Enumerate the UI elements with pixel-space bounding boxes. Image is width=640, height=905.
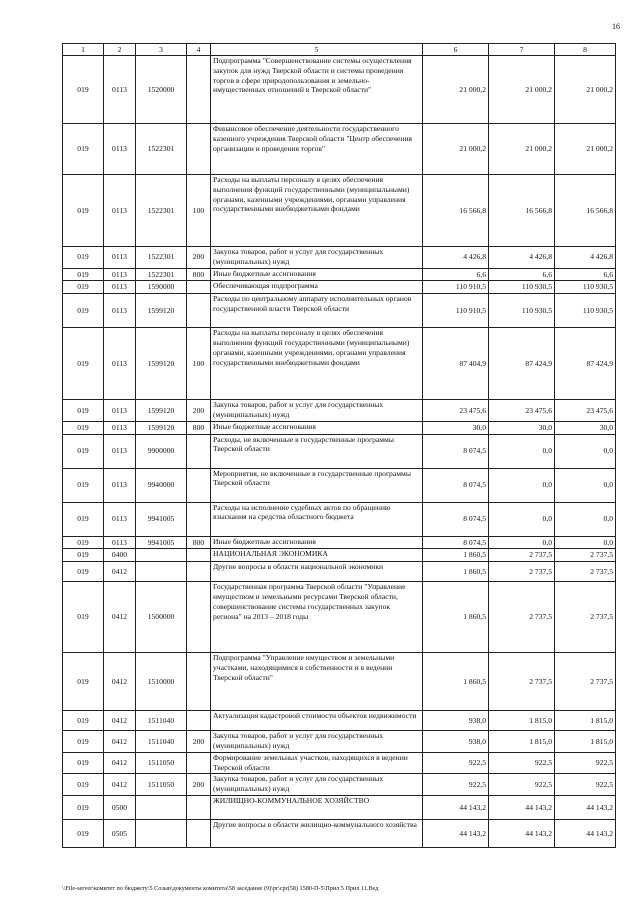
expense-type-cell: [187, 819, 211, 847]
amount-cell: 4 426,8: [555, 247, 616, 269]
expense-type-cell: [187, 653, 211, 711]
table-row: [63, 400, 616, 422]
description-cell: Обеспечивающая подпрограмма: [211, 281, 423, 294]
section-cell: 0505: [104, 819, 136, 847]
amount-cell: 1 815,0: [555, 731, 616, 753]
target-item-cell: [136, 819, 187, 847]
amount-cell: 16 566,8: [555, 175, 616, 247]
table-row: [63, 774, 616, 796]
amount-cell: 23 475,6: [489, 400, 555, 422]
amount-cell: 922,5: [423, 752, 489, 774]
code-admin-cell: 019: [63, 247, 104, 269]
amount-cell: 2 737,5: [555, 582, 616, 653]
amount-cell: 922,5: [489, 774, 555, 796]
target-item-cell: 1522301: [136, 124, 187, 175]
amount-cell: 1 815,0: [555, 711, 616, 731]
description-cell: Расходы на исполнение судебных актов по обращению взыскания на средства областного бюджета: [211, 502, 423, 536]
section-cell: 0412: [104, 774, 136, 796]
code-admin-cell: 019: [63, 468, 104, 502]
section-cell: 0113: [104, 468, 136, 502]
code-admin-cell: 019: [63, 774, 104, 796]
amount-cell: 922,5: [555, 752, 616, 774]
table-row: [63, 653, 616, 711]
section-cell: 0113: [104, 294, 136, 328]
expense-type-cell: [187, 56, 211, 124]
code-admin-cell: 019: [63, 56, 104, 124]
amount-cell: 0,0: [555, 536, 616, 549]
section-cell: 0412: [104, 582, 136, 653]
amount-cell: 2 737,5: [555, 562, 616, 582]
amount-cell: 110 910,5: [423, 281, 489, 294]
target-item-cell: [136, 795, 187, 819]
expense-type-cell: [187, 124, 211, 175]
target-item-cell: 9940000: [136, 468, 187, 502]
target-item-cell: 1599120: [136, 421, 187, 434]
table-row: [63, 752, 616, 774]
page-number: 16: [612, 22, 620, 31]
header-cell: 5: [211, 44, 423, 56]
description-cell: Закупка товаров, работ и услуг для государственных (муниципальных) нужд: [211, 774, 423, 796]
amount-cell: 2 737,5: [489, 653, 555, 711]
amount-cell: 8 074,5: [423, 468, 489, 502]
amount-cell: 44 143,2: [423, 795, 489, 819]
code-admin-cell: 019: [63, 281, 104, 294]
section-cell: 0412: [104, 653, 136, 711]
description-cell: Актуализация кадастровой стоимости объектов недвижимости: [211, 711, 423, 731]
amount-cell: 2 737,5: [489, 582, 555, 653]
code-admin-cell: 019: [63, 795, 104, 819]
code-admin-cell: 019: [63, 711, 104, 731]
table-row: [63, 711, 616, 731]
section-cell: 0113: [104, 124, 136, 175]
amount-cell: 21 000,2: [489, 124, 555, 175]
table-row: [63, 421, 616, 434]
table-row: [63, 819, 616, 847]
section-cell: 0113: [104, 421, 136, 434]
target-item-cell: [136, 562, 187, 582]
amount-cell: 938,0: [423, 711, 489, 731]
expense-type-cell: [187, 582, 211, 653]
budget-table: [62, 43, 616, 848]
amount-cell: 2 737,5: [489, 549, 555, 562]
description-cell: НАЦИОНАЛЬНАЯ ЭКОНОМИКА: [211, 549, 423, 562]
amount-cell: 938,0: [423, 731, 489, 753]
amount-cell: 2 737,5: [555, 653, 616, 711]
section-cell: 0113: [104, 328, 136, 400]
amount-cell: 0,0: [555, 502, 616, 536]
code-admin-cell: 019: [63, 752, 104, 774]
expense-type-cell: [187, 502, 211, 536]
amount-cell: 21 000,2: [555, 56, 616, 124]
table-row: [63, 281, 616, 294]
table-row: [63, 731, 616, 753]
description-cell: Другие вопросы в области национальной экономики: [211, 562, 423, 582]
amount-cell: 922,5: [423, 774, 489, 796]
table-row: [63, 502, 616, 536]
amount-cell: 922,5: [555, 774, 616, 796]
amount-cell: 16 566,8: [489, 175, 555, 247]
code-admin-cell: 019: [63, 400, 104, 422]
table-row: [63, 562, 616, 582]
amount-cell: 87 424,9: [489, 328, 555, 400]
amount-cell: 8 074,5: [423, 502, 489, 536]
section-cell: 0113: [104, 400, 136, 422]
amount-cell: 21 000,2: [423, 56, 489, 124]
header-cell: 2: [104, 44, 136, 56]
amount-cell: 44 143,2: [555, 819, 616, 847]
section-cell: 0412: [104, 562, 136, 582]
table-row: [63, 582, 616, 653]
expense-type-cell: 200: [187, 400, 211, 422]
description-cell: Иные бюджетные ассигнования: [211, 268, 423, 281]
amount-cell: 6,6: [489, 268, 555, 281]
section-cell: 0113: [104, 536, 136, 549]
description-cell: Мероприятия, не включенные в государственные программы Тверской области: [211, 468, 423, 502]
description-cell: Формирование земельных участков, находящихся в ведении Тверской области: [211, 752, 423, 774]
section-cell: 0412: [104, 752, 136, 774]
code-admin-cell: 019: [63, 731, 104, 753]
section-cell: 0113: [104, 175, 136, 247]
amount-cell: 110 910,5: [423, 294, 489, 328]
expense-type-cell: 800: [187, 421, 211, 434]
target-item-cell: 1522301: [136, 268, 187, 281]
header-cell: 7: [489, 44, 555, 56]
expense-type-cell: [187, 468, 211, 502]
code-admin-cell: 019: [63, 549, 104, 562]
description-cell: Подпрограмма "Совершенствование системы осуществления закупок для нужд Тверской области и системы проведения торгов в сфере природопользования и земельно-имущественных отношений в Тверской области": [211, 56, 423, 124]
header-cell: 8: [555, 44, 616, 56]
expense-type-cell: 100: [187, 175, 211, 247]
expense-type-cell: [187, 294, 211, 328]
amount-cell: 0,0: [555, 434, 616, 468]
code-admin-cell: 019: [63, 124, 104, 175]
description-cell: Иные бюджетные ассигнования: [211, 536, 423, 549]
amount-cell: 21 000,2: [423, 124, 489, 175]
amount-cell: 0,0: [489, 536, 555, 549]
header-cell: 6: [423, 44, 489, 56]
expense-type-cell: [187, 711, 211, 731]
amount-cell: 6,6: [423, 268, 489, 281]
expense-type-cell: 200: [187, 731, 211, 753]
code-admin-cell: 019: [63, 268, 104, 281]
target-item-cell: 1510000: [136, 653, 187, 711]
table-row: [63, 434, 616, 468]
amount-cell: 110 930,5: [489, 281, 555, 294]
table-row: [63, 124, 616, 175]
expense-type-cell: [187, 562, 211, 582]
table-row: [63, 536, 616, 549]
code-admin-cell: 019: [63, 175, 104, 247]
code-admin-cell: 019: [63, 582, 104, 653]
amount-cell: 44 143,2: [489, 819, 555, 847]
section-cell: 0500: [104, 795, 136, 819]
target-item-cell: 1511040: [136, 731, 187, 753]
description-cell: Государственная программа Тверской области "Управление имуществом и земельными ресурсами Тверской области, совершенствование системы государственных закупок региона" на 2013 – 2018 годы: [211, 582, 423, 653]
code-admin-cell: 019: [63, 421, 104, 434]
target-item-cell: 1590000: [136, 281, 187, 294]
amount-cell: 0,0: [555, 468, 616, 502]
section-cell: 0113: [104, 502, 136, 536]
expense-type-cell: 800: [187, 536, 211, 549]
amount-cell: 110 930,5: [555, 294, 616, 328]
description-cell: Подпрограмма "Управление имуществом и земельными участками, находящимися в собственности и в ведении Тверской области": [211, 653, 423, 711]
header-cell: 3: [136, 44, 187, 56]
target-item-cell: 1511040: [136, 711, 187, 731]
amount-cell: 0,0: [489, 502, 555, 536]
table-row: [63, 294, 616, 328]
table-row: [63, 175, 616, 247]
amount-cell: 0,0: [489, 468, 555, 502]
amount-cell: 1 815,0: [489, 731, 555, 753]
amount-cell: 16 566,8: [423, 175, 489, 247]
amount-cell: 2 737,5: [555, 549, 616, 562]
code-admin-cell: 019: [63, 294, 104, 328]
description-cell: ЖИЛИЩНО-КОММУНАЛЬНОЕ ХОЗЯЙСТВО: [211, 795, 423, 819]
expense-type-cell: 200: [187, 247, 211, 269]
amount-cell: 44 143,2: [489, 795, 555, 819]
header-row: [63, 44, 616, 56]
code-admin-cell: 019: [63, 562, 104, 582]
section-cell: 0113: [104, 268, 136, 281]
amount-cell: 110 930,5: [555, 281, 616, 294]
section-cell: 0412: [104, 711, 136, 731]
target-item-cell: 1522301: [136, 175, 187, 247]
table-row: [63, 795, 616, 819]
expense-type-cell: [187, 434, 211, 468]
description-cell: Закупка товаров, работ и услуг для государственных (муниципальных) нужд: [211, 400, 423, 422]
table-row: [63, 328, 616, 400]
section-cell: 0113: [104, 56, 136, 124]
amount-cell: 922,5: [489, 752, 555, 774]
target-item-cell: 9941005: [136, 536, 187, 549]
description-cell: Расходы, не включенные в государственные программы Тверской области: [211, 434, 423, 468]
description-cell: Расходы на выплаты персоналу в целях обеспечения выполнения функций государственными (муниципальными) органами, казенными учреждениями, органами управления государственными внебюджетными фондами: [211, 328, 423, 400]
target-item-cell: 1599120: [136, 294, 187, 328]
file-path-footer: \\File-server\комитет по бюджету\5 Созыв\документы комитета\58 заседание (9)\pr\cpr(58) 1580-П-5\Прил 5 Прил 11.Вед: [62, 885, 379, 892]
expense-type-cell: 100: [187, 328, 211, 400]
target-item-cell: [136, 549, 187, 562]
amount-cell: 2 737,5: [489, 562, 555, 582]
target-item-cell: 1522301: [136, 247, 187, 269]
amount-cell: 8 074,5: [423, 434, 489, 468]
section-cell: 0113: [104, 247, 136, 269]
amount-cell: 30,0: [489, 421, 555, 434]
amount-cell: 1 815,0: [489, 711, 555, 731]
amount-cell: 1 860,5: [423, 562, 489, 582]
amount-cell: 21 000,2: [489, 56, 555, 124]
section-cell: 0113: [104, 434, 136, 468]
target-item-cell: 1500000: [136, 582, 187, 653]
amount-cell: 4 426,8: [423, 247, 489, 269]
expense-type-cell: [187, 795, 211, 819]
amount-cell: 110 930,5: [489, 294, 555, 328]
code-admin-cell: 019: [63, 819, 104, 847]
table-row: [63, 468, 616, 502]
expense-type-cell: [187, 752, 211, 774]
description-cell: Финансовое обеспечение деятельности государственного казенного учреждения Тверской области "Центр обеспечения организации и проведения торгов": [211, 124, 423, 175]
code-admin-cell: 019: [63, 502, 104, 536]
table-row: [63, 268, 616, 281]
target-item-cell: 9900000: [136, 434, 187, 468]
description-cell: Расходы на выплаты персоналу в целях обеспечения выполнения функций государственными (муниципальными) органами, казенными учреждениями, органами управления государственными внебюджетными фондами: [211, 175, 423, 247]
amount-cell: 23 475,6: [555, 400, 616, 422]
amount-cell: 1 860,5: [423, 653, 489, 711]
expense-type-cell: [187, 281, 211, 294]
target-item-cell: 1511050: [136, 752, 187, 774]
header-cell: 1: [63, 44, 104, 56]
description-cell: Закупка товаров, работ и услуг для государственных (муниципальных) нужд: [211, 247, 423, 269]
description-cell: Расходы по центральному аппарату исполнительных органов государственной власти Тверской области: [211, 294, 423, 328]
target-item-cell: 9941005: [136, 502, 187, 536]
amount-cell: 23 475,6: [423, 400, 489, 422]
code-admin-cell: 019: [63, 328, 104, 400]
table-row: [63, 549, 616, 562]
header-cell: 4: [187, 44, 211, 56]
description-cell: Иные бюджетные ассигнования: [211, 421, 423, 434]
amount-cell: 87 424,9: [555, 328, 616, 400]
section-cell: 0113: [104, 281, 136, 294]
description-cell: Закупка товаров, работ и услуг для государственных (муниципальных) нужд: [211, 731, 423, 753]
amount-cell: 21 000,2: [555, 124, 616, 175]
amount-cell: 44 143,2: [555, 795, 616, 819]
amount-cell: 0,0: [489, 434, 555, 468]
amount-cell: 4 426,8: [489, 247, 555, 269]
target-item-cell: 1511050: [136, 774, 187, 796]
expense-type-cell: [187, 549, 211, 562]
amount-cell: 1 860,5: [423, 582, 489, 653]
code-admin-cell: 019: [63, 434, 104, 468]
amount-cell: 30,0: [423, 421, 489, 434]
description-cell: Другие вопросы в области жилищно-коммунального хозяйства: [211, 819, 423, 847]
amount-cell: 30,0: [555, 421, 616, 434]
amount-cell: 87 404,9: [423, 328, 489, 400]
code-admin-cell: 019: [63, 653, 104, 711]
amount-cell: 8 074,5: [423, 536, 489, 549]
expense-type-cell: 800: [187, 268, 211, 281]
table-row: [63, 56, 616, 124]
target-item-cell: 1520000: [136, 56, 187, 124]
target-item-cell: 1599120: [136, 400, 187, 422]
expense-type-cell: 200: [187, 774, 211, 796]
table-row: [63, 247, 616, 269]
amount-cell: 6,6: [555, 268, 616, 281]
section-cell: 0400: [104, 549, 136, 562]
code-admin-cell: 019: [63, 536, 104, 549]
amount-cell: 1 860,5: [423, 549, 489, 562]
target-item-cell: 1599120: [136, 328, 187, 400]
section-cell: 0412: [104, 731, 136, 753]
amount-cell: 44 143,2: [423, 819, 489, 847]
